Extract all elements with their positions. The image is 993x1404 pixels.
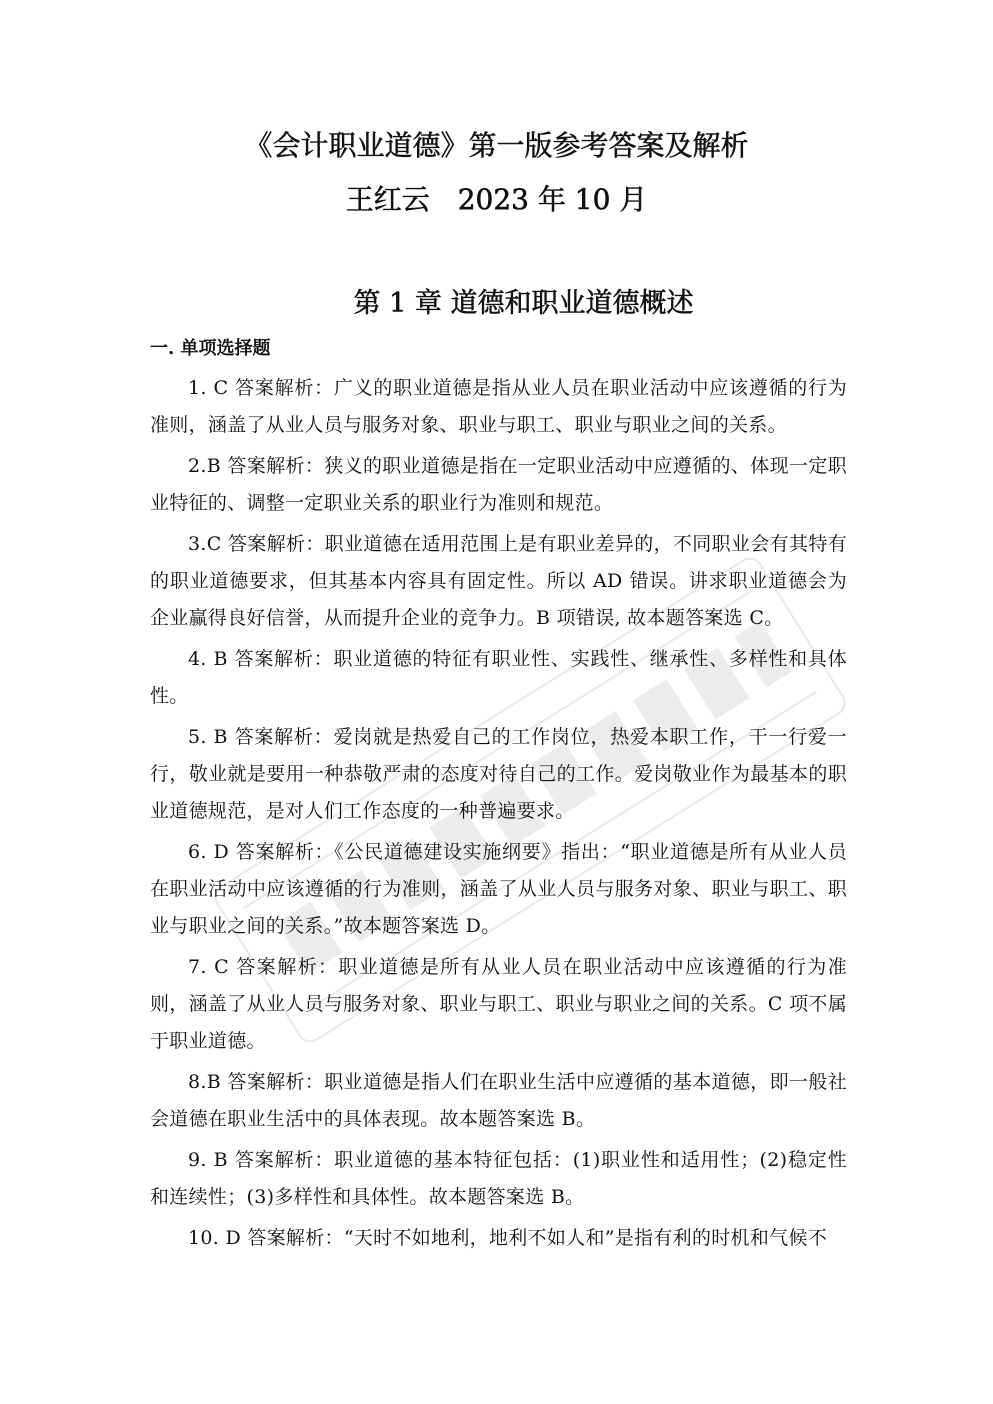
answer-item-8: 8.B 答案解析：职业道德是指人们在职业生活中应遵循的基本道德，即一般社会道德在职业生活中的具体表现。故本题答案选 B。 (150, 1071, 847, 1130)
answer-item-10: 10. D 答案解析：“天时不如地利，地利不如人和”是指有利的时机和气候不 (188, 1227, 828, 1249)
answer-item-5: 5. B 答案解析：爱岗就是热爱自己的工作岗位，热爱本职工作，干一行爱一行，敬业就是要用一种恭敬严肃的态度对待自己的工作。爱岗敬业作为最基本的职业道德规范，是对人们工作态度的一种普遍要求。 (150, 726, 847, 822)
answer-item-4: 4. B 答案解析：职业道德的特征有职业性、实践性、继承性、多样性和具体性。 (150, 648, 847, 707)
answer-item-3: 3.C 答案解析：职业道德在适用范围上是有职业差异的，不同职业会有其特有的职业道德要求，但其基本内容具有固定性。所以 AD 错误。讲求职业道德会为企业赢得良好信誉，从而提升企业的竞争力。B 项错误, 故本题答案选 C。 (150, 533, 847, 629)
answer-list (150, 370, 847, 1261)
chapter-title: 第 1 章 道德和职业道德概述 (353, 288, 694, 319)
author-date-line: 王红云 2023 年 10 月 (345, 183, 648, 216)
answer-item-9: 9. B 答案解析：职业道德的基本特征包括：(1)职业性和适用性；(2)稳定性和连续性；(3)多样性和具体性。故本题答案选 B。 (150, 1149, 847, 1208)
answer-item-7: 7. C 答案解析：职业道德是所有从业人员在职业活动中应该遵循的行为准则，涵盖了从业人员与服务对象、职业与职工、职业与职业之间的关系。C 项不属于职业道德。 (150, 956, 847, 1052)
section-heading: 一. 单项选择题 (150, 338, 271, 359)
answer-item-1: 1. C 答案解析：广义的职业道德是指从业人员在职业活动中应该遵循的行为准则，涵盖了从业人员与服务对象、职业与职工、职业与职业之间的关系。 (150, 377, 847, 436)
document-title: 《会计职业道德》第一版参考答案及解析 (244, 129, 749, 162)
answer-item-6: 6. D 答案解析：《公民道德建设实施纲要》指出：“职业道德是所有从业人员在职业活动中应该遵循的行为准则，涵盖了从业人员与服务对象、职业与职工、职业与职业之间的关系。”故本题答案选 D。 (150, 841, 847, 937)
answer-item-2: 2.B 答案解析：狭义的职业道德是指在一定职业活动中应遵循的、体现一定职业特征的、调整一定职业关系的职业行为准则和规范。 (150, 455, 847, 514)
